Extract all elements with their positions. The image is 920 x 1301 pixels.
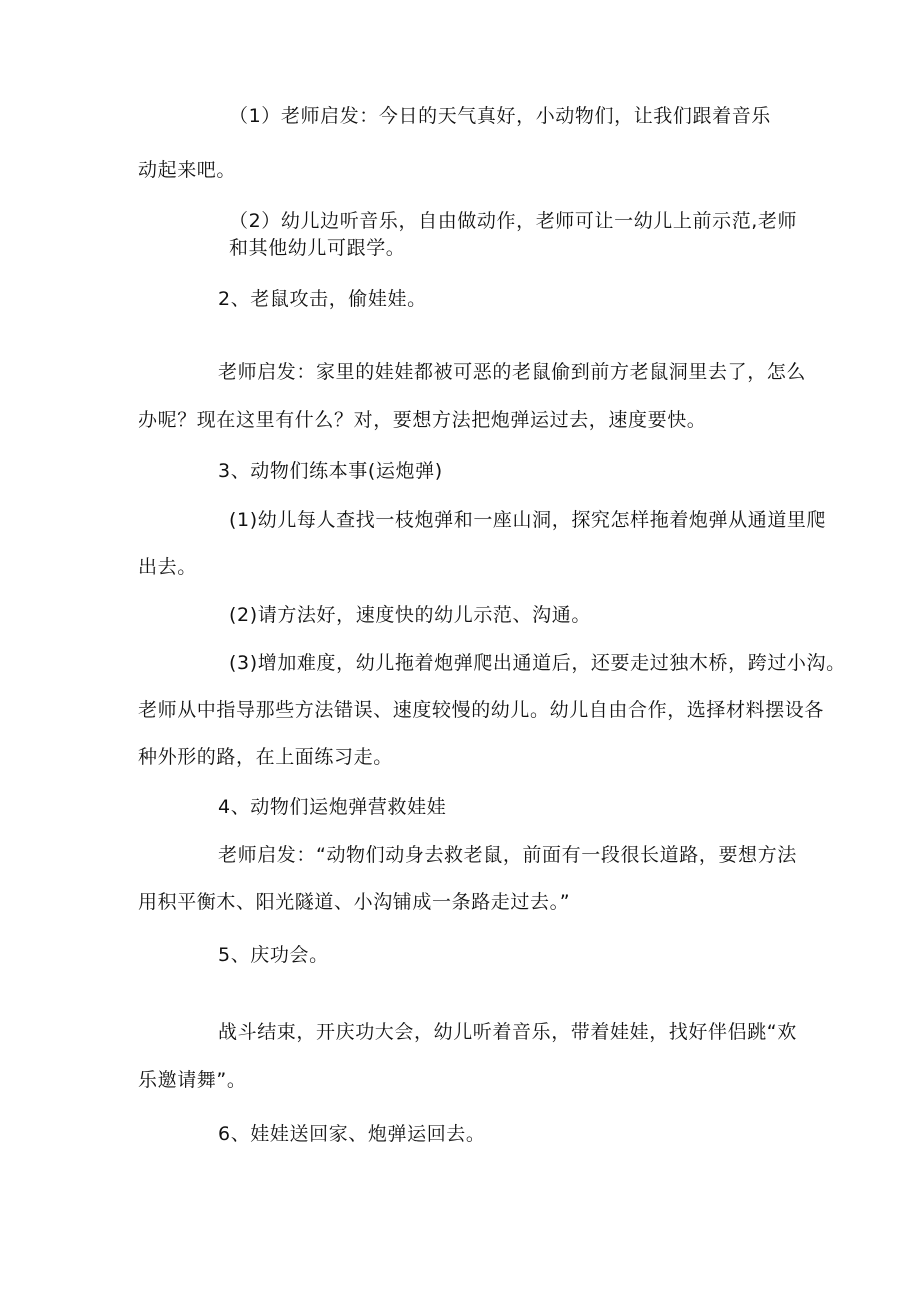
paragraph-line: 用积平衡木、阳光隧道、小沟铺成一条路走过去。” (138, 891, 571, 913)
section-heading: 3、动物们练本事(运炮弹) (218, 460, 443, 482)
paragraph-line: 战斗结束，开庆功大会，幼儿听着音乐，带着娃娃，找好伴侣跳“欢 (218, 1021, 797, 1043)
paragraph-line: (2)请方法好，速度快的幼儿示范、沟通。 (229, 604, 591, 626)
paragraph-line: 老师从中指导那些方法错误、速度较慢的幼儿。幼儿自由合作，选择材料摆设各 (138, 699, 825, 721)
section-heading: 6、娃娃送回家、炮弹运回去。 (218, 1123, 486, 1145)
paragraph-line: 办呢？现在这里有什么？对，要想方法把炮弹运过去，速度要快。 (138, 409, 707, 431)
paragraph-line: 和其他幼儿可跟学。 (229, 237, 406, 259)
section-heading: 5、庆功会。 (218, 944, 329, 966)
paragraph-line: （2）幼儿边听音乐，自由做动作，老师可让一幼儿上前示范,老师 (229, 210, 798, 232)
paragraph-line: (1)幼儿每人查找一枝炮弹和一座山洞，探究怎样拖着炮弹从通道里爬 (229, 509, 827, 531)
paragraph-line: （1）老师启发：今日的天气真好，小动物们，让我们跟着音乐 (229, 105, 771, 127)
paragraph-line: 乐邀请舞”。 (138, 1069, 247, 1091)
paragraph-line: 种外形的路，在上面练习走。 (138, 746, 393, 768)
paragraph-line: 老师启发：家里的娃娃都被可恶的老鼠偷到前方老鼠洞里去了，怎么 (218, 361, 807, 383)
section-heading: 4、动物们运炮弹营救娃娃 (218, 796, 447, 818)
paragraph-line: 老师启发：“动物们动身去救老鼠，前面有一段很长道路，要想方法 (218, 844, 797, 866)
section-heading: 2、老鼠攻击，偷娃娃。 (218, 288, 427, 310)
paragraph-line: 出去。 (138, 556, 197, 578)
paragraph-line: 动起来吧。 (138, 159, 237, 181)
paragraph-line: (3)增加难度，幼儿拖着炮弹爬出通道后，还要走过独木桥，跨过小沟。 (229, 652, 846, 674)
